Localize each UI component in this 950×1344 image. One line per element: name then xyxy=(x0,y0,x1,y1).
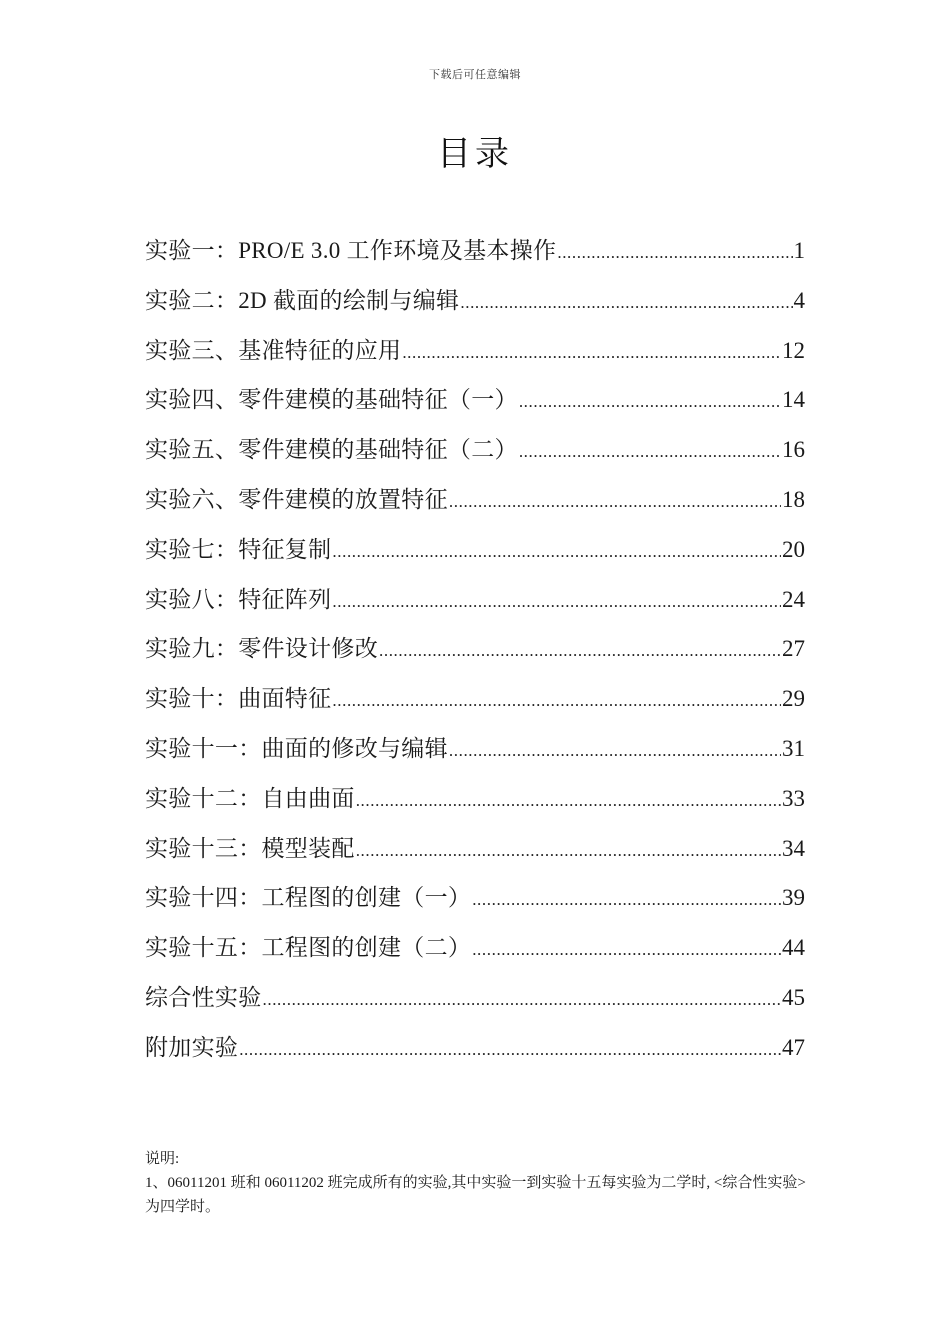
toc-entry[interactable] xyxy=(145,1023,805,1073)
toc-entry-page: 45 xyxy=(782,984,805,1010)
toc-entry-label: 实验五、零件建模的基础特征（二） xyxy=(145,437,518,463)
toc-leader-dots xyxy=(519,427,781,475)
toc-leader-dots xyxy=(460,278,792,326)
toc-leader-dots xyxy=(332,577,781,625)
toc-entry[interactable] xyxy=(145,425,805,475)
toc-entry-label: 实验十一：曲面的修改与编辑 xyxy=(145,735,448,761)
toc-entry[interactable] xyxy=(145,375,805,425)
toc-entry-label: 实验十二：自由曲面 xyxy=(145,785,355,811)
toc-entry-page: 31 xyxy=(782,735,805,761)
toc-entry[interactable] xyxy=(145,873,805,923)
toc-entry-label: 实验七：特征复制 xyxy=(145,536,332,562)
toc-entry-label: 实验九：零件设计修改 xyxy=(145,636,378,662)
toc-entry[interactable] xyxy=(145,475,805,525)
notes-heading: 说明: xyxy=(145,1151,180,1167)
toc-entry-page: 39 xyxy=(782,885,805,911)
toc-entry[interactable] xyxy=(145,326,805,376)
toc-entry-page: 47 xyxy=(782,1034,805,1060)
toc-leader-dots xyxy=(472,925,781,973)
toc-leader-dots xyxy=(356,776,781,824)
toc-entry-page: 14 xyxy=(782,387,805,413)
toc-entry-label: 实验八：特征阵列 xyxy=(145,586,332,612)
toc-entry[interactable] xyxy=(145,724,805,774)
notes-body: 1、06011201 班和 06011202 班完成所有的实验,其中实验一到实验十五每实验为二学时, <综合性实验>为四学时。 xyxy=(145,1175,806,1215)
toc-entry-page: 18 xyxy=(782,486,805,512)
toc-entry-page: 24 xyxy=(782,586,805,612)
table-of-contents xyxy=(145,226,805,1073)
toc-entry-label: 实验十：曲面特征 xyxy=(145,686,332,712)
toc-entry-page: 1 xyxy=(793,238,805,263)
toc-leader-dots xyxy=(557,228,792,276)
toc-entry[interactable] xyxy=(145,973,805,1023)
toc-entry-label: 实验十五：工程图的创建（二） xyxy=(145,935,472,961)
toc-entry[interactable] xyxy=(145,525,805,575)
toc-leader-dots xyxy=(239,1025,781,1073)
toc-entry-page: 29 xyxy=(782,686,805,712)
toc-entry[interactable] xyxy=(145,774,805,824)
toc-entry-label: 实验三、基准特征的应用 xyxy=(145,337,402,363)
toc-entry-label: 实验一：PRO/E 3.0 工作环境及基本操作 xyxy=(145,238,557,263)
toc-entry-page: 44 xyxy=(782,935,805,961)
toc-entry-label: 实验二：2D 截面的绘制与编辑 xyxy=(145,287,460,313)
toc-entry-page: 4 xyxy=(793,287,805,313)
toc-entry-page: 33 xyxy=(782,785,805,811)
toc-entry-label: 综合性实验 xyxy=(145,984,262,1010)
toc-leader-dots xyxy=(379,626,781,674)
toc-entry[interactable] xyxy=(145,923,805,973)
toc-leader-dots xyxy=(449,726,781,774)
toc-leader-dots xyxy=(472,875,781,923)
toc-entry-label: 实验十四：工程图的创建（一） xyxy=(145,885,472,911)
toc-entry-page: 12 xyxy=(782,337,805,363)
notes-section xyxy=(145,1147,807,1219)
toc-entry-page: 16 xyxy=(782,437,805,463)
toc-leader-dots xyxy=(332,527,781,575)
toc-entry-page: 34 xyxy=(782,835,805,861)
toc-entry-label: 实验十三：模型装配 xyxy=(145,835,355,861)
toc-leader-dots xyxy=(263,975,782,1023)
toc-entry-page: 27 xyxy=(782,636,805,662)
toc-entry-page: 20 xyxy=(782,536,805,562)
toc-entry[interactable] xyxy=(145,824,805,874)
toc-entry[interactable] xyxy=(145,226,805,276)
toc-entry[interactable] xyxy=(145,624,805,674)
toc-entry[interactable] xyxy=(145,276,805,326)
toc-entry-label: 附加实验 xyxy=(145,1034,239,1060)
toc-entry-label: 实验四、零件建模的基础特征（一） xyxy=(145,387,518,413)
toc-leader-dots xyxy=(332,676,781,724)
page-title: 目录 xyxy=(437,136,513,173)
toc-entry[interactable] xyxy=(145,575,805,625)
toc-leader-dots xyxy=(449,477,781,525)
toc-leader-dots xyxy=(402,328,781,376)
toc-leader-dots xyxy=(356,826,781,874)
header-note: 下载后可任意编辑 xyxy=(429,69,521,81)
toc-entry-label: 实验六、零件建模的放置特征 xyxy=(145,486,448,512)
toc-entry[interactable] xyxy=(145,674,805,724)
toc-leader-dots xyxy=(519,377,781,425)
